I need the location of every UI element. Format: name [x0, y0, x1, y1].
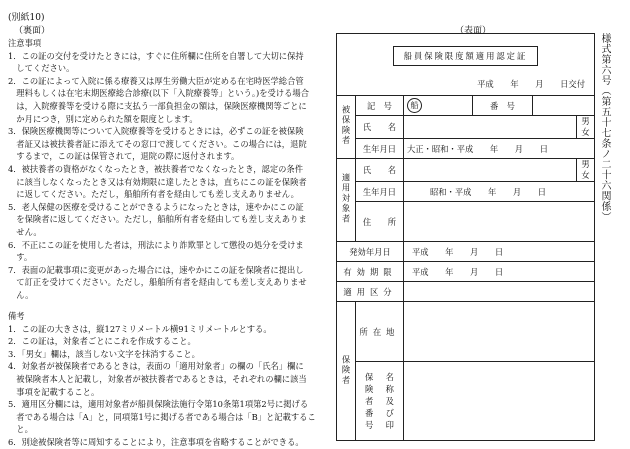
note-line: に該当しなくなったとき又は有効期限に達したときは，直ちにこの証を保険者 — [8, 176, 307, 187]
title-cell — [337, 34, 595, 96]
insured-name-value — [403, 116, 576, 139]
insurer-name-label: 名称及び印 — [385, 372, 394, 430]
remark-line: 1．この証の大きさは，縦127ミリメートル横91ミリメートルとする。 — [8, 323, 272, 334]
front-side-label: （表面） — [455, 26, 492, 36]
female-label: 女 — [581, 127, 590, 137]
target-name-label: 氏 名 — [356, 159, 404, 182]
target-label: 適用対象者 — [341, 173, 351, 225]
insurer-id-cell — [356, 362, 404, 441]
target-gender — [577, 159, 595, 182]
note-line: す。 — [8, 252, 33, 263]
insurer-label: 保険者 — [341, 354, 351, 386]
male-label: 男 — [581, 116, 590, 126]
address-label: 住 所 — [356, 202, 404, 242]
remark-line: 5．適用区分欄には，適用対象者が船員保険法施行令第10条第1項第2号に掲げる — [8, 399, 309, 410]
remark-line: 3．「男女」欄は，該当しない文字を抹消すること。 — [8, 348, 200, 359]
location-label: 所在地 — [356, 302, 404, 362]
insured-label: 被保険者 — [341, 105, 351, 147]
effective-value: 平成 年 月 日 — [403, 242, 594, 262]
note-line: に返してください。ただし，船舶所有者を経由しても差し支えありません。 — [8, 189, 299, 200]
note-line: 5．老人保健の医療を受けることができるようになったときは，速やかにこの証 — [8, 201, 304, 212]
note-line: を保険者に返してください。ただし，船舶所有者を経由しても差し支えありま — [8, 214, 307, 225]
remark-line: 者である場合は「A」と，同項第1号に掲げる者である場合は「B」と記載するこ — [8, 411, 316, 422]
certificate-title: 船員保険限度額適用認定証 — [393, 46, 539, 66]
form-number: 様式第六号（第五十七条ノ二十六関係） — [599, 33, 610, 222]
insured-birth-label: 生年月日 — [356, 139, 404, 159]
insured-gender — [577, 116, 595, 139]
insurer-id-label: 保険者番号 — [364, 372, 374, 430]
symbol-value-cell — [403, 96, 472, 116]
note-line: 2．この証によって入院に係る療養又は厚生労働大臣が定める在宅時医学総合管 — [8, 75, 304, 86]
note-line: せん。 — [8, 226, 42, 237]
official-mark: 船 — [407, 98, 422, 113]
note-line: 6．不正にこの証を使用した者は，刑法により詐欺罪として懲役の処分を受けま — [8, 239, 304, 250]
insurer-value — [403, 362, 594, 441]
expiry-value: 平成 年 月 日 — [403, 262, 594, 282]
target-birth-value: 昭和・平成 年 月 日 — [403, 182, 594, 202]
remark-line: 4．対象者が被保険者であるときは，表面の「適用対象者」の欄の「氏名」欄に — [8, 361, 304, 372]
target-name-value — [403, 159, 576, 182]
notes-section — [8, 37, 309, 301]
category-value — [403, 282, 594, 302]
certificate-card — [336, 33, 595, 441]
note-line: 者証又は被扶養者証に添えてその窓口で渡してください。この場合には，退院 — [8, 138, 307, 149]
number-value — [532, 96, 594, 116]
category-label: 適用区分 — [337, 282, 404, 302]
note-line: 4．被扶養者の資格がなくなったとき，被扶養者でなくなったとき，認定の条件 — [8, 163, 304, 174]
insured-cell — [337, 96, 356, 159]
remark-line: と。 — [8, 424, 33, 435]
note-line: 1．この証の交付を受けたときには，すぐに住所欄に住所を自署して大切に保持 — [8, 50, 304, 61]
symbol-label: 記 号 — [356, 96, 404, 116]
remark-line: 被保険者本人と記載し，対象者が被扶養者であるときは，それぞれの欄に該当 — [8, 373, 307, 384]
insured-name-label: 氏 名 — [356, 116, 404, 139]
back-side-label: （裏面） — [14, 26, 51, 36]
note-line: は，入院療養等を受ける際に支払う一部負担金の額は，保険医療機関等ごとに — [8, 100, 307, 111]
address-value — [403, 202, 594, 242]
remarks-section — [8, 310, 316, 449]
location-value — [403, 302, 594, 362]
insured-birth-value: 大正・昭和・平成 年 月 日 — [403, 139, 594, 159]
note-line: するまで，この証は保管されて，退院の際に返付されます。 — [8, 151, 240, 162]
target-birth-label: 生年月日 — [356, 182, 404, 202]
remarks-heading: 備考 — [8, 311, 25, 321]
expiry-label: 有効期限 — [337, 262, 404, 282]
remark-line: 事項を記載すること。 — [8, 386, 100, 397]
remark-line: 2．この証は，対象者ごとにこれを作成すること。 — [8, 336, 196, 347]
issue-date: 平成 年 月 日交付 — [477, 79, 585, 89]
note-line: してください。 — [8, 63, 75, 74]
male-label: 男 — [581, 159, 590, 169]
note-line: ん。 — [8, 289, 34, 300]
remark-line: 6．別途被保険者等に周知することにより，注意事項を省略することができる。 — [8, 436, 304, 447]
note-line: て訂正を受けてください。ただし，船舶所有者を経由しても差し支えありませ — [8, 277, 307, 288]
note-line: か月につき，別に定められた額を限度とします。 — [8, 113, 198, 124]
insurer-cell — [337, 302, 356, 441]
effective-label: 発効年月日 — [337, 242, 404, 262]
note-line: 理料もしくは在宅末期医療総合診療(以下「入院療養等」という。)を受ける場合 — [8, 88, 310, 99]
note-line: 7．表面の記載事項に変更があった場合には，速やかにこの証を保険者に提出し — [8, 264, 304, 275]
number-label: 番 号 — [473, 96, 533, 116]
female-label: 女 — [581, 170, 590, 180]
note-line: 3．保険医療機関等について入院療養等を受けるときには，必ずこの証を被保険 — [8, 126, 304, 137]
sheet-label: (別紙10) — [8, 13, 45, 23]
notes-heading: 注意事項 — [8, 38, 42, 48]
target-cell — [337, 159, 356, 242]
